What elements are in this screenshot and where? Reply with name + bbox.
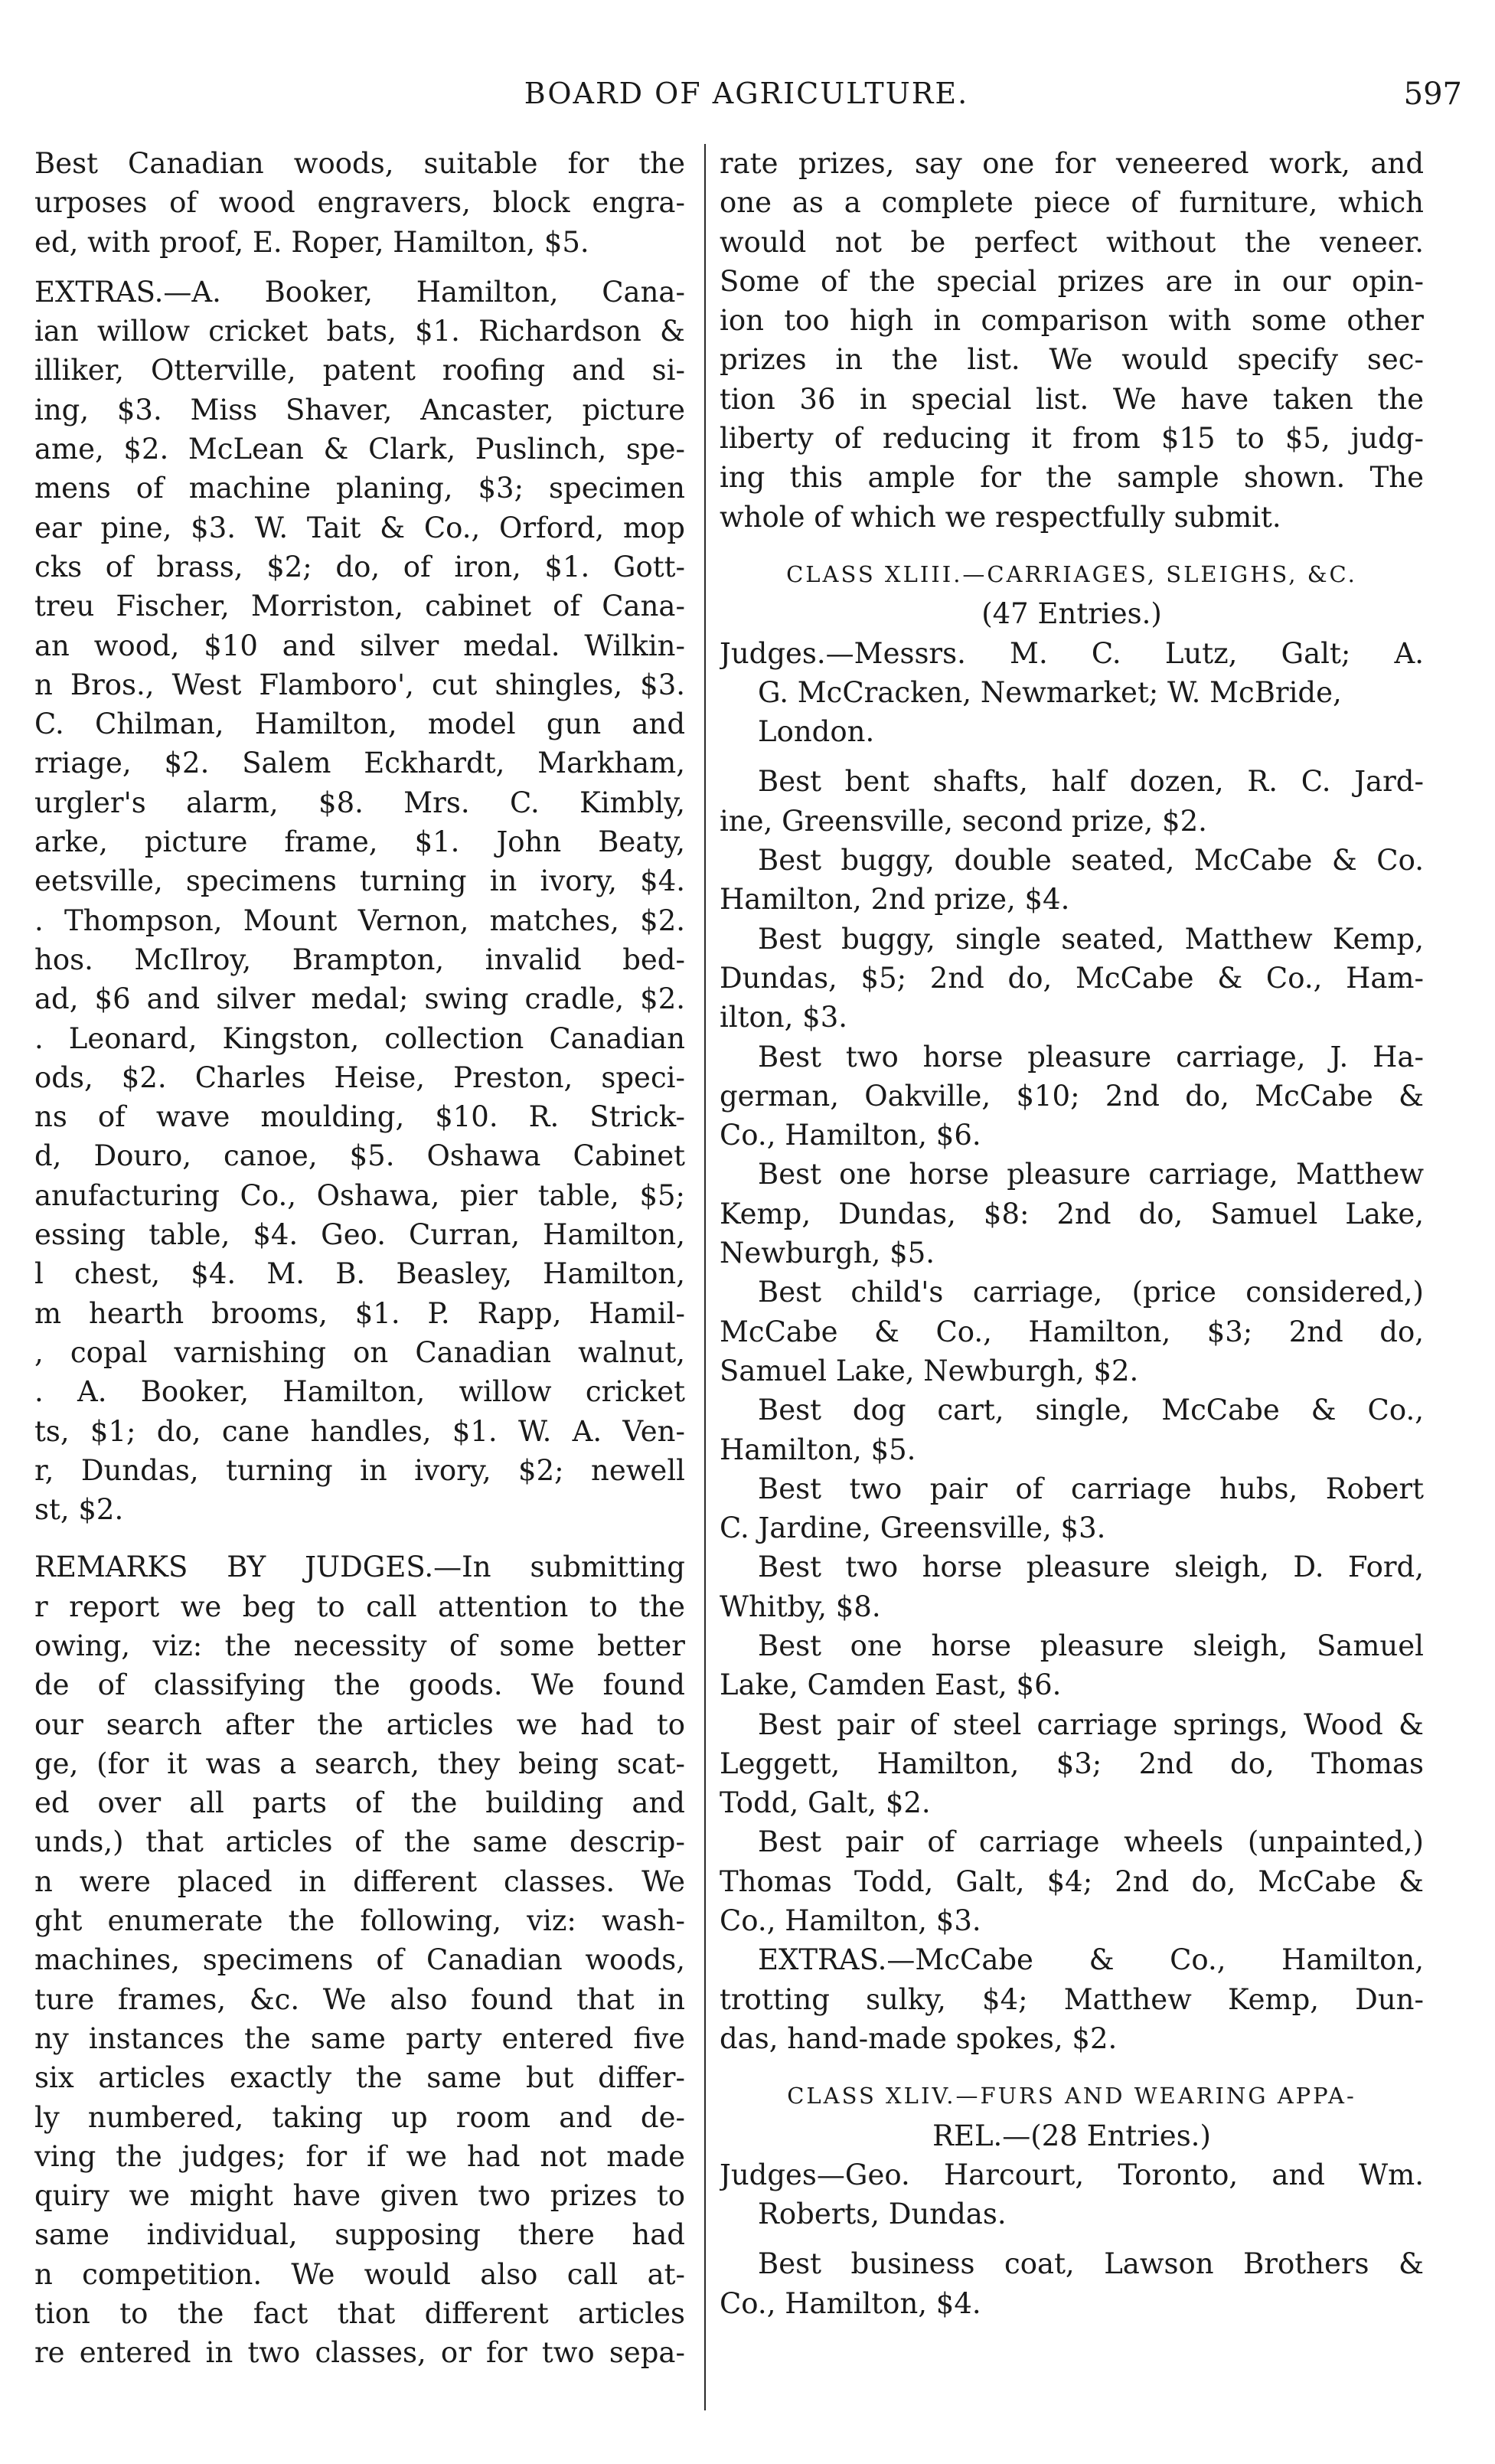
text-line: Lake, Camden East, $6.: [720, 1668, 1062, 1702]
prize-entry: Best bent shafts, half dozen, R. C. Jard-: [758, 765, 1424, 799]
text-line: Co., Hamilton, $4.: [720, 2286, 981, 2320]
text-line: Roberts, Dundas.: [758, 2198, 1007, 2231]
text-line: tion 36 in special list. We have taken the: [720, 382, 1424, 416]
text-line: McCabe & Co., Hamilton, $3; 2nd do,: [720, 1315, 1424, 1348]
text-line: machines, specimens of Canadian woods,: [34, 1943, 685, 1977]
text-line: unds,) that articles of the same descrip-: [34, 1825, 685, 1859]
text-line: Newburgh, $5.: [720, 1237, 935, 1270]
text-line: ed over all parts of the building and: [34, 1786, 685, 1820]
text-line: n were placed in different classes. We: [34, 1864, 685, 1898]
text-line: treu Fischer, Morriston, cabinet of Cana-: [34, 590, 685, 623]
text-line: d, Douro, canoe, $5. Oshawa Cabinet: [34, 1139, 685, 1173]
text-line: London.: [758, 715, 875, 749]
text-line: rriage, $2. Salem Eckhardt, Markham,: [34, 747, 685, 780]
text-line: Hamilton, $5.: [720, 1433, 916, 1466]
extras-heading-line: EXTRAS.—McCabe & Co., Hamilton,: [758, 1943, 1424, 1977]
text-line: Todd, Galt, $2.: [720, 1786, 931, 1820]
text-line: one as a complete piece of furniture, which: [720, 186, 1424, 220]
text-line: six articles exactly the same but differ-: [34, 2061, 685, 2095]
text-line: ods, $2. Charles Heise, Preston, speci-: [34, 1060, 685, 1094]
text-line: Kemp, Dundas, $8: 2nd do, Samuel Lake,: [720, 1197, 1424, 1230]
remarks-heading-line: REMARKS BY JUDGES.—In submitting: [34, 1551, 685, 1584]
text-line: . Leonard, Kingston, collection Canadian: [34, 1021, 685, 1055]
page-header: [31, 77, 1462, 123]
text-line: ght enumerate the following, viz: wash-: [34, 1904, 685, 1938]
prize-entry: Best two pair of carriage hubs, Robert: [758, 1472, 1424, 1505]
text-line: ge, (for it was a search, they being scat-: [34, 1747, 685, 1780]
text-line: owing, viz: the necessity of some better: [34, 1629, 685, 1662]
right-column: [720, 144, 1424, 2323]
prize-entry: Best two horse pleasure carriage, J. Ha-: [758, 1040, 1424, 1074]
prize-entry: Best buggy, single seated, Matthew Kemp,: [758, 922, 1424, 956]
text-line: ed, with proof, E. Roper, Hamilton, $5.: [34, 225, 589, 259]
text-line: . A. Booker, Hamilton, willow cricket: [34, 1375, 685, 1409]
class-43-heading: CLASS XLIII.—CARRIAGES, SLEIGHS, &C.: [786, 560, 1357, 587]
class-43-entry-count: (47 Entries.): [981, 597, 1162, 631]
text-line: Best Canadian woods, suitable for the: [34, 147, 685, 180]
column-divider: [704, 144, 706, 2410]
text-line: arke, picture frame, $1. John Beaty,: [34, 825, 685, 859]
text-line: liberty of reducing it from $15 to $5, judg-: [720, 422, 1424, 456]
extras-heading-line: EXTRAS.—A. Booker, Hamilton, Cana-: [34, 275, 685, 309]
text-line: prizes in the list. We would specify sec-: [720, 343, 1424, 377]
text-line: rate prizes, say one for veneered work, and: [720, 147, 1424, 180]
text-line: same individual, supposing there had: [34, 2218, 685, 2252]
text-line: ian willow cricket bats, $1. Richardson &: [34, 315, 685, 348]
left-column: [34, 144, 685, 2373]
text-line: ly numbered, taking up room and de-: [34, 2100, 685, 2134]
text-line: illiker, Otterville, patent roofing and si-: [34, 354, 685, 387]
text-line: G. McCracken, Newmarket; W. McBride,: [758, 675, 1342, 709]
text-line: anufacturing Co., Oshawa, pier table, $5;: [34, 1178, 685, 1212]
text-line: ad, $6 and silver medal; swing cradle, $2.: [34, 982, 685, 1016]
text-line: tion to the fact that different articles: [34, 2297, 685, 2331]
text-line: mens of machine planing, $3; specimen: [34, 472, 685, 505]
text-line: st, $2.: [34, 1493, 124, 1527]
text-line: n competition. We would also call at-: [34, 2257, 685, 2291]
text-line: das, hand-made spokes, $2.: [720, 2021, 1118, 2055]
prize-entry: Best business coat, Lawson Brothers &: [758, 2247, 1424, 2281]
text-line: l chest, $4. M. B. Beasley, Hamilton,: [34, 1257, 685, 1291]
text-line: ear pine, $3. W. Tait & Co., Orford, mop: [34, 511, 685, 544]
text-line: ion too high in comparison with some other: [720, 304, 1424, 338]
text-line: de of classifying the goods. We found: [34, 1668, 685, 1702]
text-line: , copal varnishing on Canadian walnut,: [34, 1335, 685, 1369]
text-line: Co., Hamilton, $6.: [720, 1119, 981, 1152]
text-line: would not be perfect without the veneer.: [720, 225, 1424, 259]
running-title: BOARD OF AGRICULTURE.: [524, 77, 969, 110]
text-line: hos. McIlroy, Brampton, invalid bed-: [34, 943, 685, 976]
page-number: 597: [1403, 77, 1462, 112]
text-line: our search after the articles we had to: [34, 1707, 685, 1741]
text-line: Thomas Todd, Galt, $4; 2nd do, McCabe &: [720, 1864, 1424, 1898]
text-line: ving the judges; for if we had not made: [34, 2139, 685, 2173]
prize-entry: Best child's carriage, (price considered,): [758, 1276, 1424, 1309]
text-line: Co., Hamilton, $3.: [720, 1904, 981, 1938]
text-line: n Bros., West Flamboro', cut shingles, $3.: [34, 668, 685, 701]
text-line: ame, $2. McLean & Clark, Puslinch, spe-: [34, 433, 685, 466]
prize-entry: Best one horse pleasure sleigh, Samuel: [758, 1629, 1424, 1662]
prize-entry: Best two horse pleasure sleigh, D. Ford,: [758, 1551, 1424, 1584]
text-line: urposes of wood engravers, block engra-: [34, 186, 685, 220]
text-line: ture frames, &c. We also found that in: [34, 1982, 685, 2016]
text-line: re entered in two classes, or for two sepa-: [34, 2336, 685, 2370]
text-line: an wood, $10 and silver medal. Wilkin-: [34, 629, 685, 662]
prize-entry: Best one horse pleasure carriage, Matthew: [758, 1158, 1424, 1191]
text-line: r report we beg to call attention to the: [34, 1590, 685, 1623]
text-line: ts, $1; do, cane handles, $1. W. A. Ven-: [34, 1414, 685, 1448]
text-line: ns of wave moulding, $10. R. Strick-: [34, 1100, 685, 1134]
judges-line: Judges.—Messrs. M. C. Lutz, Galt; A.: [720, 636, 1424, 670]
text-line: trotting sulky, $4; Matthew Kemp, Dun-: [720, 1982, 1424, 2016]
prize-entry: Best dog cart, single, McCabe & Co.,: [758, 1394, 1424, 1427]
prize-entry: Best pair of steel carriage springs, Wood &: [758, 1707, 1424, 1741]
prize-entry: Best buggy, double seated, McCabe & Co.: [758, 844, 1424, 877]
judges-line: Judges—Geo. Harcourt, Toronto, and Wm.: [720, 2158, 1424, 2191]
text-line: ilton, $3.: [720, 1001, 848, 1034]
text-line: eetsville, specimens turning in ivory, $4.: [34, 864, 685, 898]
text-line: ing, $3. Miss Shaver, Ancaster, picture: [34, 393, 685, 426]
text-line: ine, Greensville, second prize, $2.: [720, 804, 1207, 838]
text-line: cks of brass, $2; do, of iron, $1. Gott-: [34, 550, 685, 583]
text-line: Some of the special prizes are in our opin-: [720, 264, 1424, 298]
text-line: ing this ample for the sample shown. The: [720, 461, 1424, 495]
class-44-heading-cont: REL.—(28 Entries.): [932, 2119, 1211, 2152]
text-line: whole of which we respectfully submit.: [720, 500, 1281, 534]
text-line: C. Chilman, Hamilton, model gun and: [34, 708, 685, 741]
text-line: urgler's alarm, $8. Mrs. C. Kimbly,: [34, 786, 685, 819]
text-line: quiry we might have given two prizes to: [34, 2179, 685, 2213]
text-line: Samuel Lake, Newburgh, $2.: [720, 1354, 1139, 1387]
text-line: m hearth brooms, $1. P. Rapp, Hamil-: [34, 1296, 685, 1330]
text-line: Leggett, Hamilton, $3; 2nd do, Thomas: [720, 1747, 1424, 1780]
text-line: . Thompson, Mount Vernon, matches, $2.: [34, 904, 685, 937]
text-line: C. Jardine, Greensville, $3.: [720, 1511, 1106, 1545]
text-line: ny instances the same party entered five: [34, 2021, 685, 2055]
text-line: Dundas, $5; 2nd do, McCabe & Co., Ham-: [720, 961, 1424, 995]
class-44-heading: CLASS XLIV.—FURS AND WEARING APPA-: [787, 2083, 1356, 2109]
text-line: Hamilton, 2nd prize, $4.: [720, 883, 1070, 917]
prize-entry: Best pair of carriage wheels (unpainted,): [758, 1825, 1424, 1859]
text-line: essing table, $4. Geo. Curran, Hamilton,: [34, 1218, 685, 1252]
text-line: Whitby, $8.: [720, 1590, 881, 1623]
text-line: r, Dundas, turning in ivory, $2; newell: [34, 1453, 685, 1487]
text-line: german, Oakville, $10; 2nd do, McCabe &: [720, 1079, 1424, 1113]
